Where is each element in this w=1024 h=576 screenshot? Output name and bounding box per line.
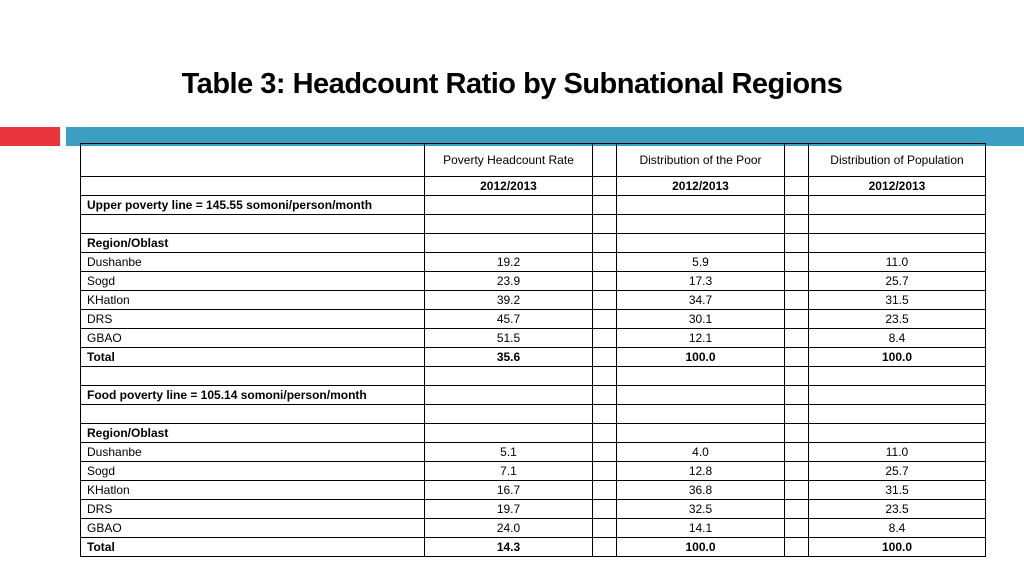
subheading-row xyxy=(81,234,986,253)
spacer-cell xyxy=(593,500,617,519)
row-label: DRS xyxy=(81,310,425,329)
spacer-cell xyxy=(593,386,617,405)
value-cell: 7.1 xyxy=(425,462,593,481)
header-blank-cell xyxy=(81,177,425,196)
value-cell: 100.0 xyxy=(809,538,986,557)
value-cell: 12.1 xyxy=(617,329,785,348)
spacer-cell xyxy=(785,291,809,310)
value-cell xyxy=(809,386,986,405)
spacer-cell xyxy=(785,215,809,234)
row-label: Total xyxy=(81,538,425,557)
value-cell xyxy=(617,196,785,215)
table-row xyxy=(81,519,986,538)
row-label: Food poverty line = 105.14 somoni/person/month xyxy=(81,386,425,405)
spacer-cell xyxy=(593,538,617,557)
table-row xyxy=(81,462,986,481)
spacer-cell xyxy=(785,272,809,291)
row-label: KHatlon xyxy=(81,481,425,500)
spacer-cell xyxy=(593,367,617,386)
row-label: Total xyxy=(81,348,425,367)
section-heading-row xyxy=(81,196,986,215)
value-cell: 19.2 xyxy=(425,253,593,272)
spacer-cell xyxy=(785,538,809,557)
value-cell: 11.0 xyxy=(809,443,986,462)
value-cell: 11.0 xyxy=(809,253,986,272)
total-row xyxy=(81,538,986,557)
table-row xyxy=(81,481,986,500)
value-cell: 30.1 xyxy=(617,310,785,329)
row-label: Dushanbe xyxy=(81,443,425,462)
row-label xyxy=(81,215,425,234)
value-cell: 24.0 xyxy=(425,519,593,538)
spacer-cell xyxy=(593,310,617,329)
row-label: Sogd xyxy=(81,462,425,481)
value-cell: 23.5 xyxy=(809,500,986,519)
value-cell: 19.7 xyxy=(425,500,593,519)
spacer-cell xyxy=(593,329,617,348)
spacer-cell xyxy=(593,519,617,538)
year-header: 2012/2013 xyxy=(809,177,986,196)
column-header: Distribution of the Poor xyxy=(617,144,785,177)
value-cell xyxy=(617,367,785,386)
value-cell: 14.1 xyxy=(617,519,785,538)
spacer-cell xyxy=(593,272,617,291)
value-cell: 5.9 xyxy=(617,253,785,272)
spacer-cell xyxy=(593,144,617,177)
value-cell xyxy=(425,215,593,234)
value-cell xyxy=(809,196,986,215)
year-header: 2012/2013 xyxy=(617,177,785,196)
row-label: Upper poverty line = 145.55 somoni/person/month xyxy=(81,196,425,215)
spacer-cell xyxy=(785,177,809,196)
spacer-cell xyxy=(785,367,809,386)
row-label: Dushanbe xyxy=(81,253,425,272)
spacer-cell xyxy=(785,405,809,424)
header-blank-cell xyxy=(81,144,425,177)
value-cell: 39.2 xyxy=(425,291,593,310)
value-cell xyxy=(617,386,785,405)
spacer-cell xyxy=(593,234,617,253)
value-cell xyxy=(809,215,986,234)
row-label: Region/Oblast xyxy=(81,234,425,253)
spacer-cell xyxy=(785,481,809,500)
value-cell: 16.7 xyxy=(425,481,593,500)
row-label: GBAO xyxy=(81,329,425,348)
spacer-cell xyxy=(785,310,809,329)
value-cell: 36.8 xyxy=(617,481,785,500)
value-cell xyxy=(617,424,785,443)
spacer-cell xyxy=(593,481,617,500)
table-row xyxy=(81,500,986,519)
value-cell: 23.5 xyxy=(809,310,986,329)
spacer-cell xyxy=(785,196,809,215)
value-cell: 45.7 xyxy=(425,310,593,329)
value-cell: 23.9 xyxy=(425,272,593,291)
year-header: 2012/2013 xyxy=(425,177,593,196)
spacer-cell xyxy=(593,348,617,367)
value-cell: 5.1 xyxy=(425,443,593,462)
row-label xyxy=(81,405,425,424)
spacer-cell xyxy=(785,500,809,519)
table-row xyxy=(81,329,986,348)
row-label: GBAO xyxy=(81,519,425,538)
table-row xyxy=(81,443,986,462)
row-label: DRS xyxy=(81,500,425,519)
value-cell xyxy=(617,234,785,253)
spacer-cell xyxy=(593,253,617,272)
value-cell: 100.0 xyxy=(617,348,785,367)
total-row xyxy=(81,348,986,367)
value-cell xyxy=(809,405,986,424)
value-cell: 100.0 xyxy=(809,348,986,367)
spacer-cell xyxy=(785,519,809,538)
value-cell xyxy=(617,405,785,424)
value-cell: 8.4 xyxy=(809,519,986,538)
spacer-cell xyxy=(785,253,809,272)
value-cell xyxy=(425,234,593,253)
blank-row xyxy=(81,367,986,386)
headcount-table xyxy=(80,143,986,557)
value-cell: 25.7 xyxy=(809,462,986,481)
value-cell: 4.0 xyxy=(617,443,785,462)
accent-bar-red xyxy=(0,127,60,146)
value-cell: 51.5 xyxy=(425,329,593,348)
value-cell xyxy=(425,424,593,443)
value-cell: 25.7 xyxy=(809,272,986,291)
spacer-cell xyxy=(593,215,617,234)
blank-row xyxy=(81,405,986,424)
spacer-cell xyxy=(785,386,809,405)
table-row xyxy=(81,272,986,291)
value-cell: 34.7 xyxy=(617,291,785,310)
value-cell: 32.5 xyxy=(617,500,785,519)
spacer-cell xyxy=(593,443,617,462)
spacer-cell xyxy=(785,443,809,462)
row-label: KHatlon xyxy=(81,291,425,310)
spacer-cell xyxy=(593,424,617,443)
row-label xyxy=(81,367,425,386)
subheading-row xyxy=(81,424,986,443)
spacer-cell xyxy=(593,462,617,481)
value-cell xyxy=(425,367,593,386)
spacer-cell xyxy=(593,291,617,310)
value-cell xyxy=(617,215,785,234)
value-cell xyxy=(425,196,593,215)
value-cell: 17.3 xyxy=(617,272,785,291)
spacer-cell xyxy=(785,424,809,443)
blank-row xyxy=(81,215,986,234)
value-cell: 31.5 xyxy=(809,481,986,500)
value-cell: 8.4 xyxy=(809,329,986,348)
column-header: Distribution of Population xyxy=(809,144,986,177)
page-title: Table 3: Headcount Ratio by Subnational Regions xyxy=(181,68,843,100)
value-cell: 14.3 xyxy=(425,538,593,557)
value-cell xyxy=(425,405,593,424)
spacer-cell xyxy=(785,329,809,348)
table-row xyxy=(81,253,986,272)
table-header-row xyxy=(81,144,986,177)
spacer-cell xyxy=(785,144,809,177)
table-row xyxy=(81,310,986,329)
row-label: Sogd xyxy=(81,272,425,291)
value-cell xyxy=(809,424,986,443)
table-year-row xyxy=(81,177,986,196)
spacer-cell xyxy=(785,348,809,367)
value-cell: 31.5 xyxy=(809,291,986,310)
section-heading-row xyxy=(81,386,986,405)
row-label: Region/Oblast xyxy=(81,424,425,443)
value-cell: 35.6 xyxy=(425,348,593,367)
value-cell xyxy=(809,367,986,386)
value-cell xyxy=(809,234,986,253)
column-header: Poverty Headcount Rate xyxy=(425,144,593,177)
spacer-cell xyxy=(785,462,809,481)
value-cell: 12.8 xyxy=(617,462,785,481)
spacer-cell xyxy=(593,196,617,215)
value-cell xyxy=(425,386,593,405)
spacer-cell xyxy=(785,234,809,253)
value-cell: 100.0 xyxy=(617,538,785,557)
spacer-cell xyxy=(593,405,617,424)
spacer-cell xyxy=(593,177,617,196)
table-row xyxy=(81,291,986,310)
